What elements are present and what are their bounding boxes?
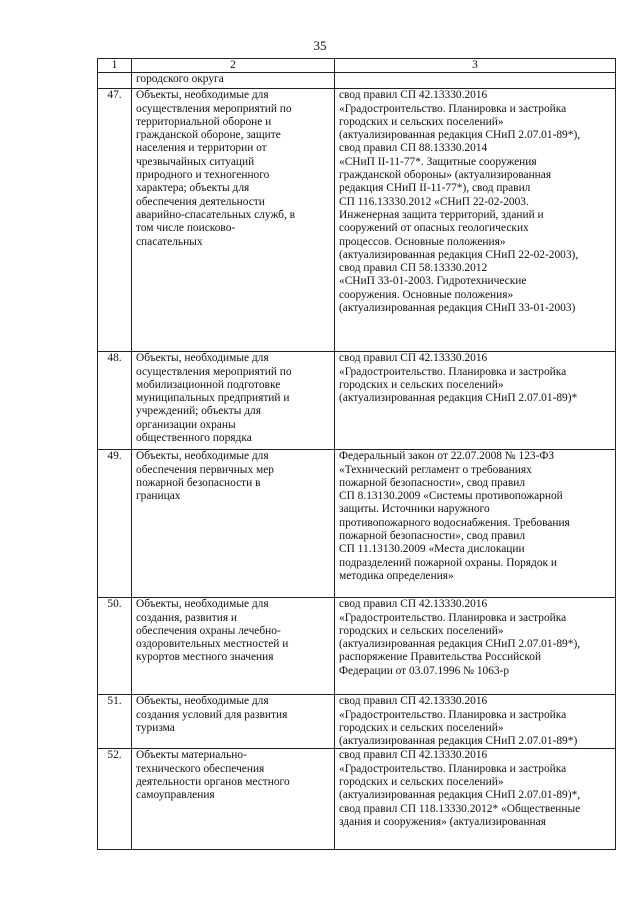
- page-number: 35: [313, 38, 327, 53]
- table-row: [98, 352, 616, 450]
- regulations-table: [97, 58, 616, 850]
- table-row: [98, 695, 616, 749]
- norms-cell: свод правил СП 42.13330.2016 «Градостроительство. Планировка и застройка городских и сельских поселений» (актуализированная редакция СНиП 2.07.01-89*): [335, 695, 616, 749]
- row-number-cell: 49.: [98, 450, 132, 598]
- column-header-2: 2: [132, 59, 335, 73]
- object-cell: Объекты, необходимые для создания условий для развития туризма: [132, 695, 335, 749]
- norms-cell: свод правил СП 42.13330.2016 «Градостроительство. Планировка и застройка городских и сельских поселений» (актуализированная редакция СНиП 2.07.01-89*), свод правил СП 88.13330.2014 «СНиП II-11-77*. Защитные сооружения гражданской обороны» (актуализированная редакция СНиП II-11-77*), свод правил СП 116.13330.2012 «СНиП 22-02-2003. Инженерная защита территорий, зданий и сооружений от опасных геологических процессов. Основные положения» (актуализированная редакция СНиП 22-02-2003), свод правил СП 58.13330.2012 «СНиП 33-01-2003. Гидротехнические сооружения. Основные положения» (актуализированная редакция СНиП 33-01-2003): [335, 89, 616, 352]
- column-header-3: 3: [335, 59, 616, 73]
- norms-cell: свод правил СП 42.13330.2016 «Градостроительство. Планировка и застройка городских и сельских поселений» (актуализированная редакция СНиП 2.07.01-89)*: [335, 352, 616, 450]
- norms-cell: свод правил СП 42.13330.2016 «Градостроительство. Планировка и застройка городских и сельских поселений» (актуализированная редакция СНиП 2.07.01-89*), распоряжение Правительства Российской Федерации от 03.07.1996 № 1063-р: [335, 598, 616, 695]
- norms-cell: Федеральный закон от 22.07.2008 № 123-ФЗ «Технический регламент о требованиях пожарной безопасности», свод правил СП 8.13130.2009 «Системы противопожарной защиты. Источники наружного противопожарного водоснабжения. Требования пожарной безопасности», свод правил СП 11.13130.2009 «Места дислокации подразделений пожарной охраны. Порядок и методика определения»: [335, 450, 616, 598]
- object-cell: Объекты, необходимые для осуществления мероприятий по мобилизационной подготовке муниципальных предприятий и учреждений; объекты для организации охраны общественного порядка: [132, 352, 335, 450]
- table-row: [98, 89, 616, 352]
- table-header-row: [98, 59, 616, 73]
- row-number-cell: 50.: [98, 598, 132, 695]
- row-number-cell: 48.: [98, 352, 132, 450]
- column-header-1: 1: [98, 59, 132, 73]
- row-number-cell: [98, 73, 132, 89]
- norms-cell: свод правил СП 42.13330.2016 «Градостроительство. Планировка и застройка городских и сельских поселений» (актуализированная редакция СНиП 2.07.01-89)*, свод правил СП 118.13330.2012* «Общественные здания и сооружения» (актуализированная: [335, 749, 616, 850]
- norms-cell: [335, 73, 616, 89]
- row-number-cell: 52.: [98, 749, 132, 850]
- row-number-cell: 47.: [98, 89, 132, 352]
- object-cell: Объекты, необходимые для создания, развития и обеспечения охраны лечебно- оздоровительных местностей и курортов местного значения: [132, 598, 335, 695]
- row-number-cell: 51.: [98, 695, 132, 749]
- object-cell: городского округа: [132, 73, 335, 89]
- object-cell: Объекты, необходимые для обеспечения первичных мер пожарной безопасности в границах: [132, 450, 335, 598]
- object-cell: Объекты, необходимые для осуществления мероприятий по территориальной обороне и гражданской обороне, защите населения и территории от чрезвычайных ситуаций природного и техногенного характера; объекты для обеспечения деятельности аварийно-спасательных служб, в том числе поисково- спасательных: [132, 89, 335, 352]
- table-row: [98, 450, 616, 598]
- table-row: [98, 749, 616, 850]
- object-cell: Объекты материально- технического обеспечения деятельности органов местного самоуправления: [132, 749, 335, 850]
- table-row: [98, 598, 616, 695]
- table-row-continuation: [98, 73, 616, 89]
